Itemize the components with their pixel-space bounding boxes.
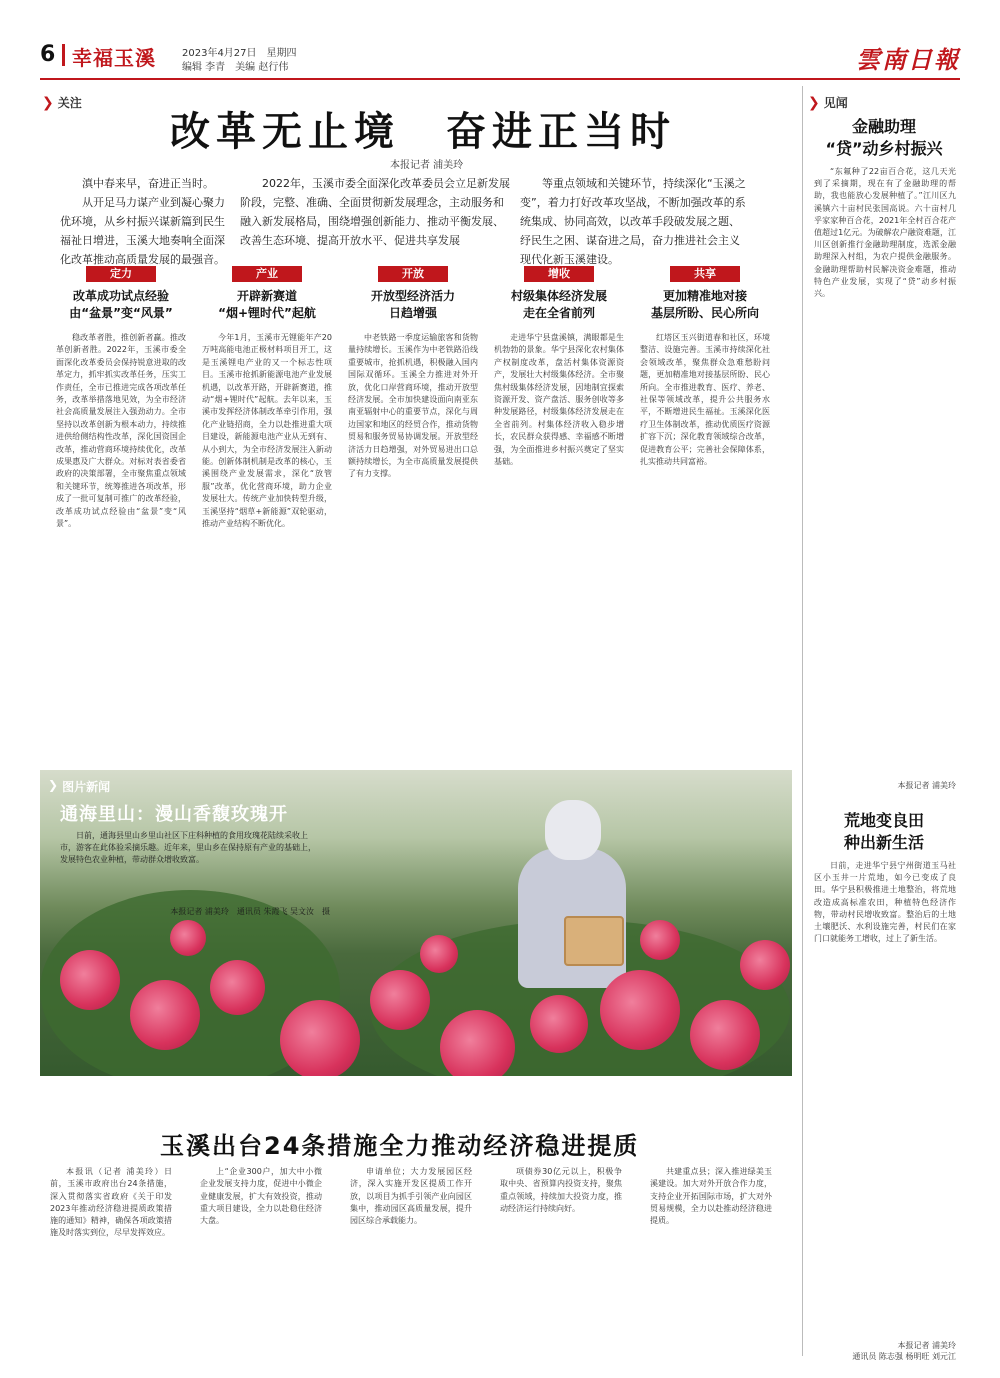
basket — [564, 916, 624, 966]
lead-line: 从开足马力谋产业到凝心聚力优环境，从乡村振兴谋新篇到民生福祉日增进，玉溪大地奏响全面深化改革推动高质量发展的最强音。 — [60, 196, 225, 266]
rose — [420, 935, 458, 973]
section-tag-observations — [808, 94, 848, 111]
column-badge: 产业 — [232, 266, 302, 282]
sidebar-story-1-credit: 本报记者 浦美玲 — [897, 781, 956, 790]
rose — [130, 980, 200, 1050]
section-tag-focus — [42, 94, 82, 111]
rose — [690, 1000, 760, 1070]
sidebar-story-1-body: “东氟种了22亩百合花，这几天光到了采摘期，现在有了金融助理的帮助，我也能放心发展种植了。”江川区九溪镇六十亩村民张国高说。六十亩村几乎家家种百合花，2021年全村百合花产值超过1亿元。为破解农户融资难题，江川区创新推行金融助理制度，选派金融助理深入村组，为农户提供金融服务。金融助理帮助村民解决资金难题，推动特色产业发展，实现了“贷”动乡村振兴。 — [814, 167, 956, 299]
article-column-2 — [202, 266, 332, 531]
sidebar-story-2-credit: 本报记者 浦美玲 通讯员 陈志强 杨明旺 刘元江 — [852, 1341, 956, 1361]
issue-date: 2023年4月27日 星期四 — [182, 48, 297, 59]
editors-line: 编辑 李青 美编 赵行伟 — [182, 62, 289, 73]
section-name: 幸福玉溪 — [72, 46, 156, 70]
column-title: 开辟新赛道 “烟+锂时代”起航 — [218, 289, 316, 320]
column-rule — [802, 86, 803, 1356]
column-badge: 增收 — [524, 266, 594, 282]
bottom-column-5: 共建重点县；深入推进绿美玉溪建设。加大对外开放合作力度，支持企业开拓国际市场，扩大对外贸易规模，全力以赴推动经济稳进提质。 — [650, 1167, 772, 1226]
photo-credit: 本报记者 浦美玲 通讯员 朱霞飞 吴文汝 摄 — [170, 907, 330, 916]
rose — [60, 950, 120, 1010]
rose — [210, 960, 265, 1015]
column-body: 走进华宁县盘溪镇，满眼都是生机勃勃的景象。华宁县深化农村集体产权制度改革，盘活村集体资源资产，发展壮大村级集体经济。全市聚焦村级集体经济发展，因地制宜探索资源开发、资产盘活、服务创收等多种发展路径，村级集体经济发展走在全省前列。村集体经济收入稳步增长，农民群众获得感、幸福感不断增强，为全面推进乡村振兴奠定了坚实基础。 — [494, 333, 624, 467]
newspaper-masthead: 雲南日報 — [856, 45, 960, 74]
rose — [530, 995, 588, 1053]
sidebar-story-1-title: 金融助理 “贷”动乡村振兴 — [825, 117, 943, 158]
rose — [370, 970, 430, 1030]
rose — [740, 940, 790, 990]
photo-news-tag — [48, 778, 110, 795]
column-body: 今年1月，玉溪市无锂能年产20万吨高能电池正极材料项目开工，这是玉溪锂电产业的又一个标志性项目。玉溪市抢抓新能源电池产业发展机遇，以改革开路，开辟新赛道，推动“烟+锂时代”起航。去年以来，玉溪市发挥经济体制改革牵引作用，强化产业链招商，全力以赴推进重大项目建设，新能源电池产业从无到有、从小到大，为全市经济发展注入新动能。创新体制机制是改革的核心，玉溪围绕产业发展需求，深化“放管服”改革，优化营商环境，助力企业发展壮大。传统产业加快转型升级，玉溪坚持“烟草+新能源”双轮驱动，推动产业结构不断优化。 — [202, 333, 332, 529]
column-title: 更加精准地对接 基层所盼、民心所向 — [650, 289, 759, 320]
rose — [170, 920, 206, 956]
bottom-column-4: 项债券30亿元以上，积极争取中央、省预算内投资支持，聚焦重点领域，持续加大投资力度，推动经济运行持续向好。 — [500, 1167, 622, 1213]
column-body: 稳改革者胜，推创新者赢。推改革创新者胜。2022年，玉溪市委全面深化改革委员会保持锐意进取的改革定力，抓牢抓实改革任务，压实工作责任，全市已推进完成各项改革任务，改革举措落地见效，为全市经济社会高质量发展注入强劲动力。全市坚持以改革创新为根本动力，持续推进供给侧结构性改革，深化国资国企改革，推动营商环境持续优化，改革成果惠及广大群众。对标对表省委省政府的决策部署，全市聚焦重点领域和关键环节，统筹推进各项改革，形成了一批可复制可推广的改革经验，改革成功试点经验由“盆景”变“风景”。 — [56, 333, 186, 529]
chevron-right-icon: ❯ — [808, 94, 820, 111]
rose — [280, 1000, 360, 1076]
section-tag-label: 关注 — [57, 96, 82, 110]
column-badge: 开放 — [378, 266, 448, 282]
column-title: 村级集体经济发展 走在全省前列 — [510, 289, 607, 320]
column-body: 中老铁路一季度运输旅客和货物量持续增长。玉溪作为中老铁路沿线重要城市，抢抓机遇，积极融入国内国际双循环。玉溪全力推进对外开放，优化口岸营商环境，推动开放型经济发展。全市加快建设面向南亚东南亚辐射中心的重要节点，深化与周边国家和地区的经贸合作，推动货物贸易和服务贸易协调发展。开放型经济活力日趋增强，对外贸易进出口总额持续增长，为全市高质量发展提供了有力支撑。 — [348, 333, 478, 479]
photo-news-label: 图片新闻 — [62, 780, 111, 794]
byline: 本报记者 浦美玲 — [390, 160, 464, 171]
column-body: 红塔区玉兴街道春和社区，环境整洁、设施完善。玉溪市持续深化社会领域改革，聚焦群众急难愁盼问题，更加精准地对接基层所盼、民心所向。全市推进教育、医疗、养老、社保等领域改革，提升公共服务水平，不断增进民生福祉。玉溪深化医疗卫生体制改革，推动优质医疗资源扩容下沉；深化教育领域综合改革，促进教育公平；完善社会保障体系，扎实推动共同富裕。 — [640, 333, 770, 467]
chevron-right-icon: ❯ — [42, 94, 54, 111]
section-tag-label: 见闻 — [823, 96, 848, 110]
sidebar-story-2-title: 荒地变良田 种出新生活 — [843, 811, 924, 852]
rose — [440, 1010, 515, 1076]
header-divider — [62, 44, 65, 66]
header-rule — [40, 78, 960, 80]
lead-paragraph-3: 等重点领域和关键环节，持续深化“玉溪之变”，着力打好改革攻坚战，不断加强改革的系统集成、协同高效，以改革手段破发展之题、纾民生之困、谋奋进之局，奋力推进社会主义现代化新玉溪建设。 — [520, 177, 746, 266]
worker-hood — [545, 800, 601, 860]
column-title: 改革成功试点经验 由“盆景”变“风景” — [69, 289, 173, 320]
bottom-column-3: 申请单位；大力发展园区经济，深入实施开发区提质工作开放，以项目为抓手引领产业向园区集中，推动园区高质量发展，提升园区综合承载能力。 — [350, 1167, 472, 1226]
article-column-4 — [494, 266, 624, 468]
lead-paragraph-2: 2022年，玉溪市委全面深化改革委员会立足新发展阶段，完整、准确、全面贯彻新发展理念，主动服务和融入新发展格局，围绕增强创新能力、推动平衡发展、改善生态环境、提高开放水平、促进共享发展 — [240, 177, 510, 247]
rose — [640, 920, 680, 960]
article-column-3 — [348, 266, 478, 481]
column-badge: 共享 — [670, 266, 740, 282]
rose-field-photo — [40, 770, 792, 1076]
photo-title: 通海里山：漫山香馥玫瑰开 — [60, 804, 288, 825]
article-column-5 — [640, 266, 770, 468]
lead-paragraph-1 — [60, 174, 230, 269]
page-header — [0, 0, 1000, 80]
chevron-right-icon: ❯ — [48, 778, 59, 792]
column-badge: 定力 — [86, 266, 156, 282]
rose — [600, 970, 680, 1050]
bottom-column-2: 上“企业300户，加大中小微企业发展支持力度，促进中小微企业健康发展，扩大有效投资，推动重大项目建设，全力以赴稳住经济大盘。 — [200, 1167, 322, 1226]
page-number: 6 — [40, 42, 56, 67]
lead-line: 滇中春来早，奋进正当时。 — [82, 177, 214, 190]
headline: 改革无止境 奋进正当时 — [170, 109, 676, 155]
photo-caption: 日前，通海县里山乡里山社区下庄科种植的食用玫瑰花陆续采收上市，游客在此体验采摘乐趣。近年来，里山乡在保持原有产业的基础上，发展特色农业种植，带动群众增收致富。 — [60, 831, 316, 864]
bottom-headline: 玉溪出台24条措施全力推动经济稳进提质 — [160, 1132, 640, 1160]
article-column-1 — [56, 266, 186, 531]
column-title: 开放型经济活力 日趋增强 — [370, 289, 455, 320]
sidebar-story-2-body: 日前，走进华宁县宁州街道玉马社区小玉井一片荒地，如今已变成了良田。华宁县积极推进土地整治，将荒地改造成高标准农田，种植特色经济作物，带动村民增收致富。整治后的土地土壤肥沃、水利设施完善，村民们在家门口就能务工增收，过上了新生活。 — [814, 861, 956, 944]
bottom-column-1: 本报讯（记者 浦美玲）日前，玉溪市政府出台24条措施，深入贯彻落实省政府《关于印发2023年推动经济稳进提质政策措施的通知》精神，确保各项政策措施及时落实到位，尽早发挥效应。 — [50, 1167, 172, 1238]
